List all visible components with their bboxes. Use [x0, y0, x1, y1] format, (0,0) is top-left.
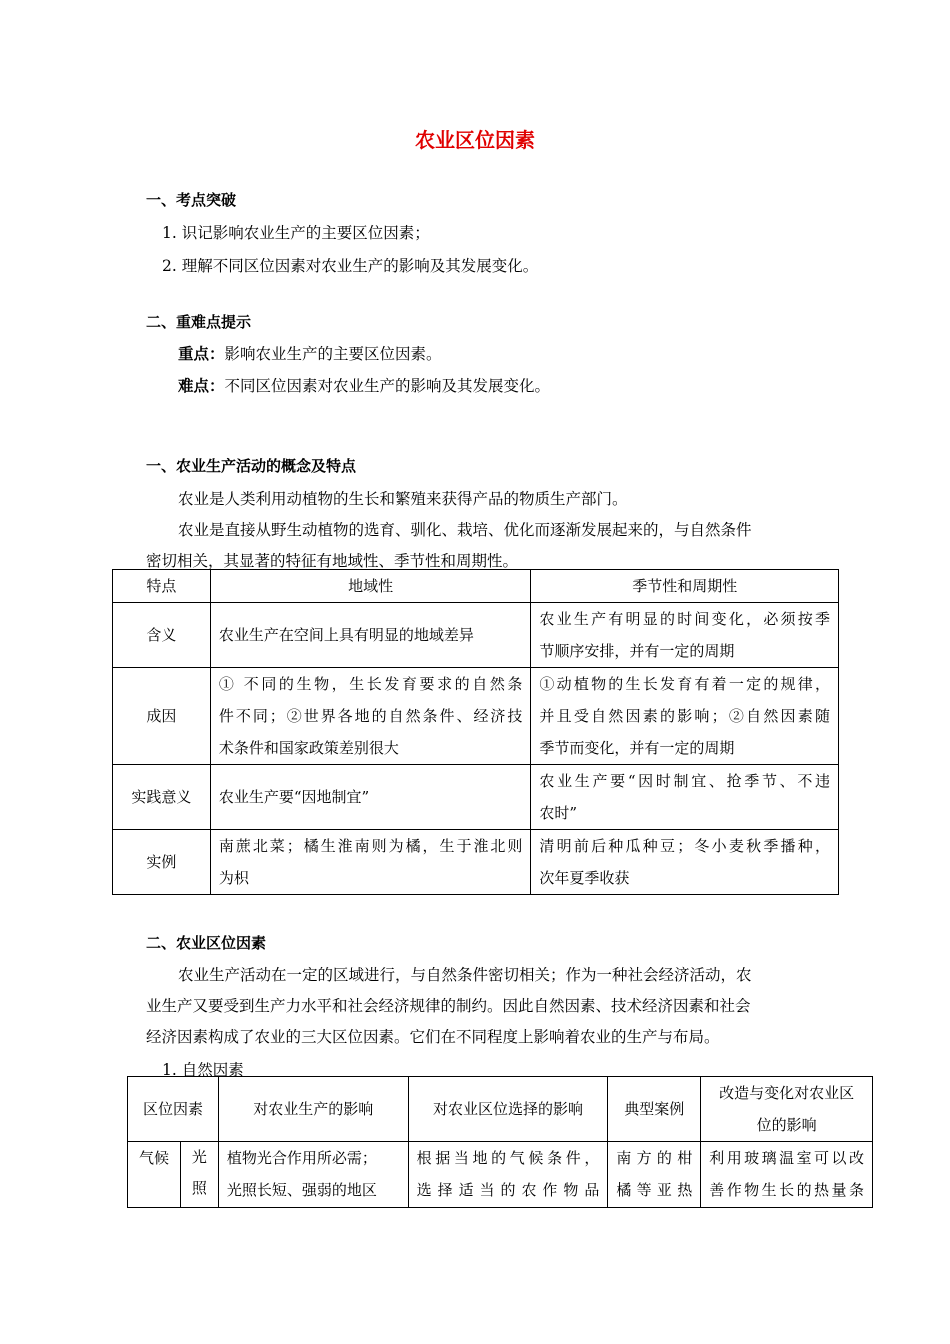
table-header-row — [128, 1077, 873, 1142]
characteristics-table — [112, 569, 839, 895]
table-cell — [210, 765, 531, 830]
cell-line: 根据当地的气候条件， — [416, 1149, 600, 1167]
difficulty-label: 难点： — [178, 377, 225, 395]
cell-line: 利用玻璃温室可以改 — [709, 1149, 864, 1167]
cell-line: 并且受自然因素的影响；②自然因素随 — [539, 707, 830, 725]
table-row — [113, 603, 839, 668]
cell-line: 次年夏季收获 — [539, 869, 630, 887]
row-label: 含义 — [113, 603, 211, 668]
table-header-cell — [701, 1077, 873, 1142]
table-cell — [701, 1142, 873, 1208]
paragraph: 密切相关，其显著的特征有地域性、季节性和周期性。 — [146, 552, 519, 570]
table-header-cell: 特点 — [113, 570, 211, 603]
paragraph: 农业生产活动在一定的区域进行，与自然条件密切相关；作为一种社会经济活动，农 — [178, 966, 752, 984]
paragraph: 农业是人类利用动植物的生长和繁殖来获得产品的物质生产部门。 — [178, 490, 628, 508]
page-title: 农业区位因素 — [415, 128, 535, 152]
list-item: 2. 理解不同区位因素对农业生产的影响及其发展变化。 — [162, 257, 539, 275]
cell-line: 光照长短、强弱的地区 — [226, 1181, 377, 1199]
cell-line: 农业生产要“因地制宜” — [218, 788, 370, 806]
focus-label: 重点： — [178, 345, 225, 363]
table-cell — [531, 603, 839, 668]
section-heading-focus: 二、重难点提示 — [146, 313, 252, 331]
cell-line: 南蔗北菜；橘生淮南则为橘，生于淮北则 — [218, 837, 523, 855]
cell-line: 橘等亚热 — [616, 1181, 693, 1199]
row-label: 成因 — [113, 668, 211, 765]
cell-line: 改造与变化对农业区 — [719, 1084, 855, 1102]
table-cell — [210, 830, 531, 895]
subheading-natural-factors: 1. 自然因素 — [162, 1061, 244, 1079]
table-row — [128, 1142, 873, 1208]
table-header-cell: 对农业区位选择的影响 — [408, 1077, 608, 1142]
cell-line: 术条件和国家政策差别很大 — [218, 739, 399, 757]
table-cell — [408, 1142, 608, 1208]
cell-line: 植物光合作用所必需； — [226, 1149, 377, 1167]
cell-line: ① 不同的生物，生长发育要求的自然条 — [218, 675, 523, 693]
table-cell — [218, 1142, 408, 1208]
cell-line: 件不同；②世界各地的自然条件、经济技 — [218, 707, 523, 725]
cell-line: ①动植物的生长发育有着一定的规律， — [539, 675, 830, 693]
cell-line: 季节而变化，并有一定的周期 — [539, 739, 735, 757]
table-cell — [531, 668, 839, 765]
focus-text: 影响农业生产的主要区位因素。 — [224, 345, 442, 363]
cell-line: 清明前后种瓜种豆；冬小麦秋季播种， — [539, 837, 830, 855]
table-header-cell: 地域性 — [210, 570, 531, 603]
table-cell — [608, 1142, 701, 1208]
cell-line: 农业生产要“因时制宜、抢季节、不违 — [539, 772, 830, 790]
focus-line — [178, 342, 442, 364]
cell-line: 节顺序安排，并有一定的周期 — [539, 642, 735, 660]
table-cell — [531, 765, 839, 830]
natural-factors-table — [127, 1076, 873, 1208]
cell-line: 为枳 — [218, 869, 249, 887]
list-item: 1. 识记影响农业生产的主要区位因素； — [162, 224, 430, 242]
table-row — [113, 765, 839, 830]
section-heading-location-factors: 二、农业区位因素 — [146, 934, 267, 952]
row-label: 实例 — [113, 830, 211, 895]
paragraph: 经济因素构成了农业的三大区位因素。它们在不同程度上影响着农业的生产与布局。 — [146, 1028, 720, 1046]
cell-line: 农时” — [539, 804, 578, 822]
section-heading-concept: 一、农业生产活动的概念及特点 — [146, 457, 357, 475]
subcategory-cell: 光照 — [180, 1142, 218, 1208]
cell-line: 选择适当的农作物品 — [416, 1181, 600, 1199]
table-cell — [210, 603, 531, 668]
cell-line: 南方的柑 — [616, 1149, 693, 1167]
category-cell: 气候 — [128, 1142, 181, 1208]
table-row — [113, 668, 839, 765]
table-header-cell: 典型案例 — [608, 1077, 701, 1142]
table-header-cell: 对农业生产的影响 — [218, 1077, 408, 1142]
cell-line: 农业生产在空间上具有明显的地域差异 — [218, 626, 474, 644]
cell-line: 农业生产有明显的时间变化，必须按季 — [539, 610, 830, 628]
table-row — [113, 830, 839, 895]
table-header-cell: 季节性和周期性 — [531, 570, 839, 603]
table-cell — [210, 668, 531, 765]
cell-line: 善作物生长的热量条 — [709, 1181, 864, 1199]
row-label: 实践意义 — [113, 765, 211, 830]
cell-line: 位的影响 — [756, 1116, 817, 1134]
table-header-cell: 区位因素 — [128, 1077, 219, 1142]
table-header-row — [113, 570, 839, 603]
paragraph: 农业是直接从野生动植物的选育、驯化、栽培、优化而逐渐发展起来的，与自然条件 — [178, 521, 752, 539]
section-heading-key-points: 一、考点突破 — [146, 191, 237, 209]
difficulty-text: 不同区位因素对农业生产的影响及其发展变化。 — [224, 377, 551, 395]
difficulty-line — [178, 374, 550, 396]
table-cell — [531, 830, 839, 895]
paragraph: 业生产又要受到生产力水平和社会经济规律的制约。因此自然因素、技术经济因素和社会 — [146, 997, 751, 1015]
